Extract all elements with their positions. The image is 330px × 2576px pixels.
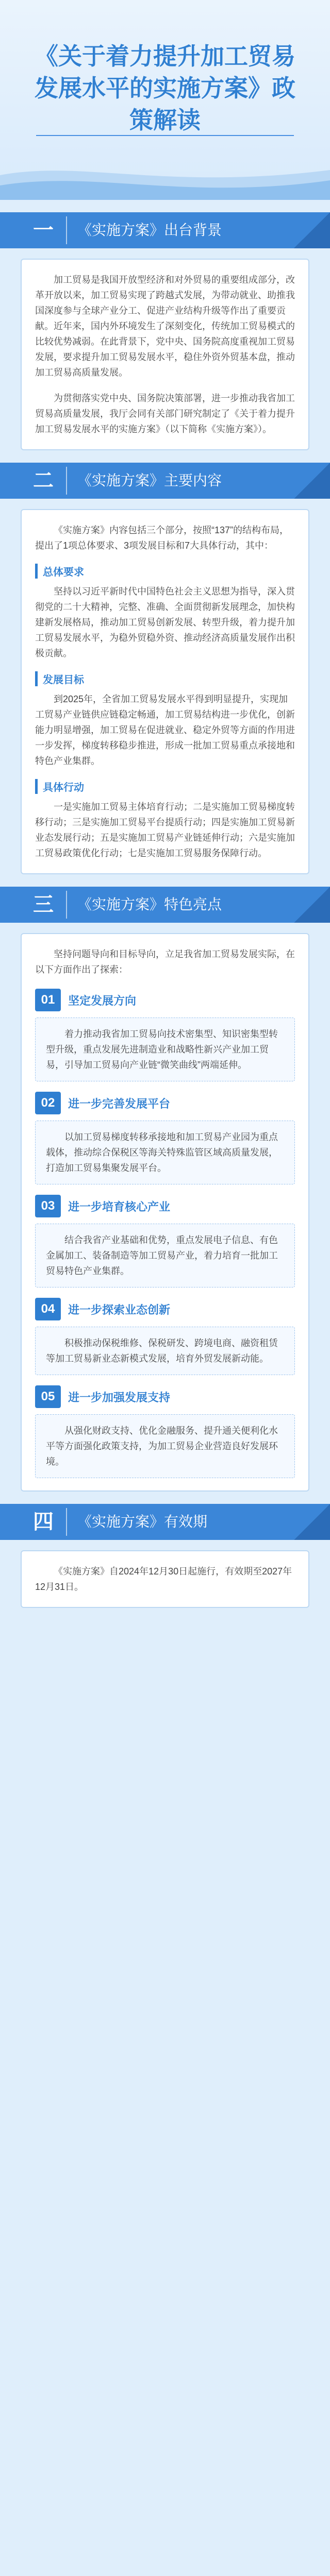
highlight-title: 进一步培育核心产业 <box>68 1200 171 1213</box>
section-number: 四 <box>21 1508 67 1536</box>
highlight-item <box>35 1297 295 1375</box>
section-number: 二 <box>21 467 67 495</box>
intro-paragraph: 坚持问题导向和目标导向，立足我省加工贸易发展实际，在以下方面作出了探索： <box>35 949 295 975</box>
section-title: 《实施方案》主要内容 <box>77 472 222 488</box>
section-flag <box>294 887 330 923</box>
paragraph: 坚持以习近平新时代中国特色社会主义思想为指导，深入贯彻党的二十大精神，完整、准确、全面贯彻新发展理念，加快构建新发展格局，推动加工贸易创新发展、转型升级，着力提升加工贸易发展水平，为稳外贸稳外资、推动经济高质量发展作出积极贡献。 <box>35 586 295 658</box>
highlight-text: 以加工贸易梯度转移承接地和加工贸易产业园为重点载体，推动综合保税区等海关特殊监管区域高质量发展，打造加工贸易集聚发展平台。 <box>35 1121 295 1184</box>
highlight-item <box>35 1194 295 1287</box>
section-number: 一 <box>21 216 67 244</box>
subheading-goals: 发展目标 <box>35 671 295 686</box>
paragraph: 为贯彻落实党中央、国务院决策部署，进一步推动我省加工贸易高质量发展，我厅会同有关部门研究制定了《关于着力提升加工贸易发展水平的实施方案》（以下简称《实施方案》）。 <box>35 393 295 434</box>
hero-banner <box>0 0 330 200</box>
highlight-title: 进一步探索业态创新 <box>68 1303 171 1316</box>
highlight-item <box>35 988 295 1081</box>
background-content-card <box>21 259 309 450</box>
paragraph: 一是实施加工贸易主体培育行动；二是实施加工贸易梯度转移行动；三是实施加工贸易平台提质行动；四是实施加工贸易新业态发展行动；五是实施加工贸易产业链延伸行动；六是实施加工贸易政策优化行动；七是实施加工贸易服务保障行动。 <box>35 802 295 858</box>
footer-space <box>0 1608 330 1639</box>
section-flag <box>294 212 330 248</box>
section-header-highlights <box>0 887 330 923</box>
highlight-text: 结合我省产业基础和优势，重点发展电子信息、有色金属加工、装备制造等加工贸易产业，着力培育一批加工贸易特色产业集群。 <box>35 1224 295 1287</box>
subheading-requirements: 总体要求 <box>35 564 295 579</box>
highlight-number: 05 <box>35 1385 61 1408</box>
highlights-card <box>21 933 309 1492</box>
section-header-validity <box>0 1504 330 1540</box>
highlight-title: 进一步加强发展支持 <box>68 1391 171 1404</box>
highlight-text: 积极推动保税维修、保税研发、跨境电商、融资租赁等加工贸易新业态新模式发展，培育外贸发展新动能。 <box>35 1327 295 1375</box>
paragraph: 加工贸易是我国开放型经济和对外贸易的重要组成部分，改革开放以来，加工贸易实现了跨越式发展，为带动就业、助推我国深度参与全球产业分工、促进产业结构升级等作出了重要贡献。近年来，国内外环境发生了深刻变化，传统加工贸易模式的比较优势减弱。在此背景下，党中央、国务院高度重视加工贸易发展，要求提升加工贸易发展水平，稳住外资外贸基本盘，推动加工贸易高质量发展。 <box>35 275 295 378</box>
page-title: 《关于着力提升加工贸易发展水平的实施方案》政策解读 <box>35 43 295 133</box>
title-divider <box>36 135 294 136</box>
section-header-background <box>0 212 330 248</box>
section-title: 《实施方案》出台背景 <box>77 222 222 238</box>
highlight-number: 04 <box>35 1298 61 1320</box>
paragraph: 到2025年，全省加工贸易发展水平得到明显提升，实现加工贸易产业链供应链稳定畅通，加工贸易结构进一步优化，创新能力明显增强，加工贸易在促进就业、稳定外贸等方面的作用进一步发挥，梯度转移稳步推进，形成一批加工贸易重点承接地和特色产业集群。 <box>35 694 295 766</box>
highlight-item <box>35 1384 295 1478</box>
section-number: 三 <box>21 891 67 919</box>
section-title: 《实施方案》特色亮点 <box>77 896 222 912</box>
subheading-actions: 具体行动 <box>35 779 295 794</box>
section-flag <box>294 1504 330 1540</box>
section-title: 《实施方案》有效期 <box>77 1514 208 1530</box>
highlight-title: 进一步完善发展平台 <box>68 1097 171 1110</box>
content-card <box>21 509 309 874</box>
intro-paragraph: 《实施方案》内容包括三个部分，按照“137”的结构布局，提出了1项总体要求、3项发展目标和7大具体行动，其中： <box>35 525 289 551</box>
section-header-content <box>0 463 330 499</box>
highlight-item <box>35 1091 295 1184</box>
section-flag <box>294 463 330 499</box>
paragraph: 《实施方案》自2024年12月30日起施行，有效期至2027年12月31日。 <box>35 1566 292 1592</box>
validity-card <box>21 1550 309 1608</box>
highlight-text: 从强化财政支持、优化金融服务、提升通关便利化水平等方面强化政策支持，为加工贸易企业营造良好发展环境。 <box>35 1414 295 1478</box>
highlight-number: 02 <box>35 1092 61 1114</box>
highlight-number: 01 <box>35 989 61 1011</box>
wave-decoration <box>0 155 330 200</box>
highlight-number: 03 <box>35 1195 61 1217</box>
highlight-text: 着力推动我省加工贸易向技术密集型、知识密集型转型升级，重点发展先进制造业和战略性新兴产业加工贸易，引导加工贸易向产业链“微笑曲线”两端延伸。 <box>35 1018 295 1081</box>
highlight-title: 坚定发展方向 <box>68 994 137 1007</box>
